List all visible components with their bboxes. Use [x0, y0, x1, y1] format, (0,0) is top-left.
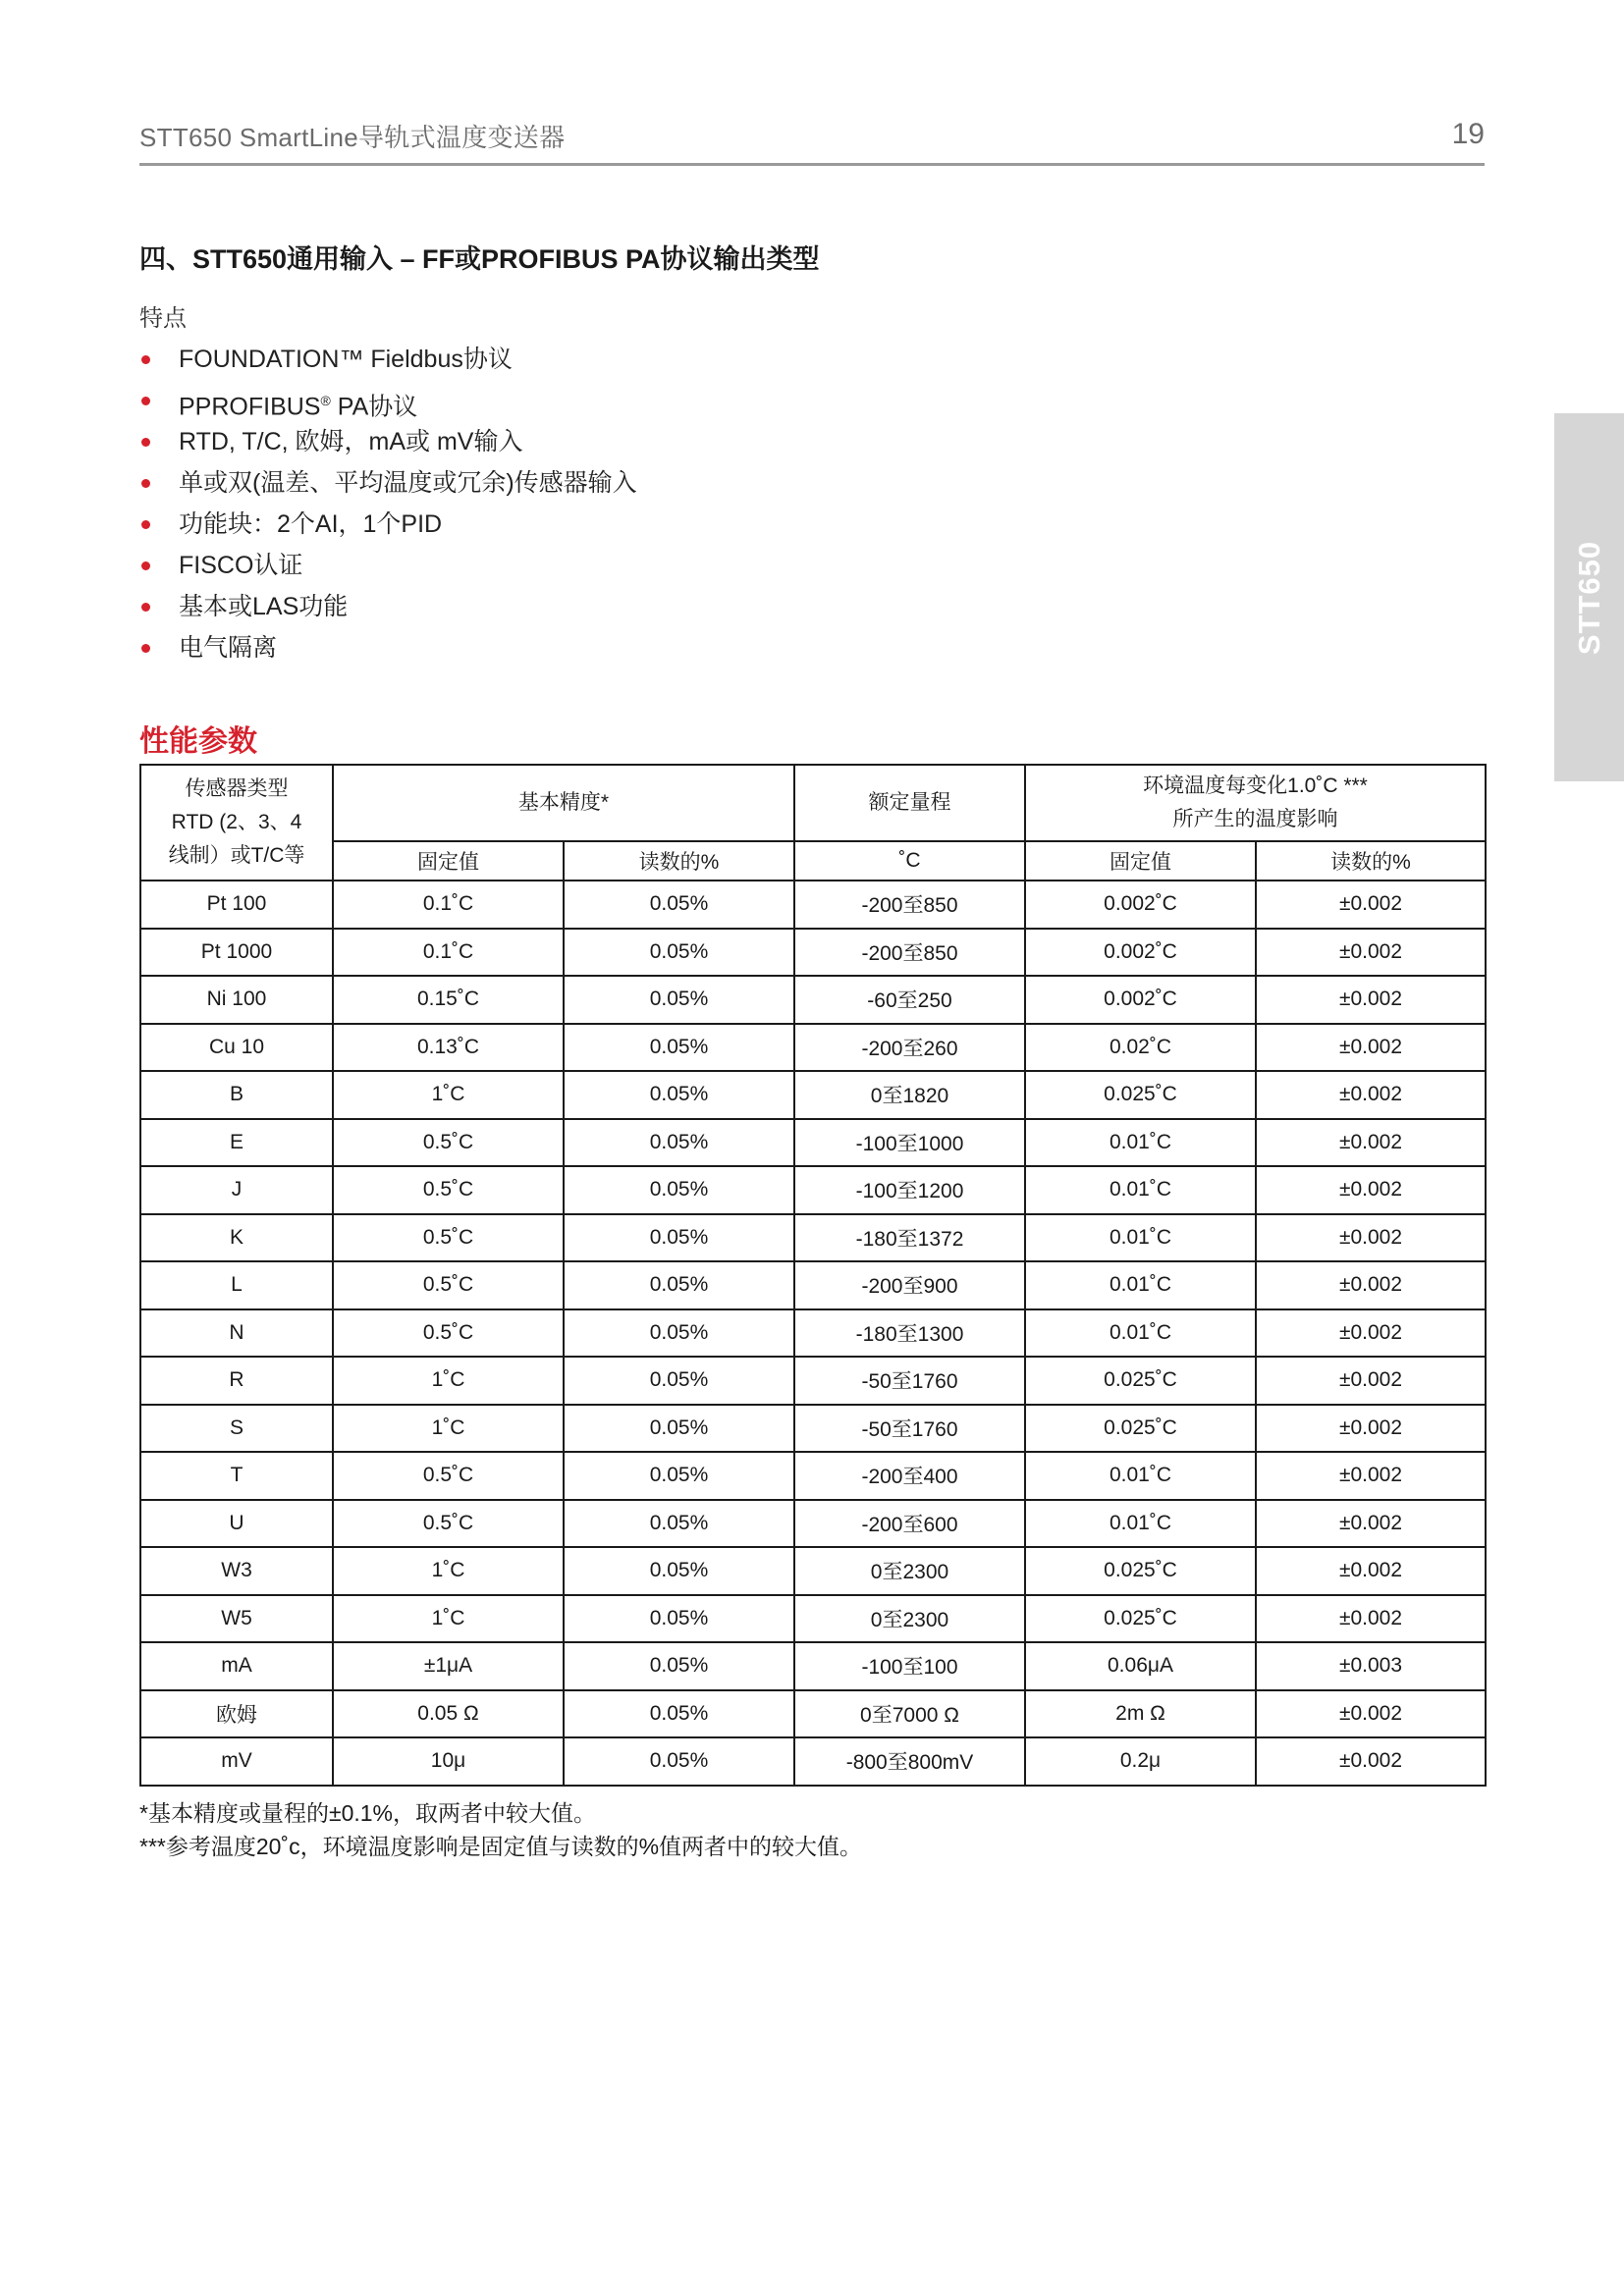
feature-item — [139, 424, 637, 465]
cell-ambient-percent: ±0.002 — [1256, 1357, 1486, 1405]
cell-range: -200至260 — [794, 1024, 1025, 1072]
cell-sensor: Pt 1000 — [140, 929, 333, 977]
cell-accuracy-fixed: 0.5˚C — [333, 1166, 564, 1214]
cell-ambient-fixed: 0.01˚C — [1025, 1119, 1256, 1167]
table-row — [140, 1261, 1486, 1309]
feature-item — [139, 548, 637, 589]
cell-range: -200至600 — [794, 1500, 1025, 1548]
subheader-fixed-value: 固定值 — [333, 841, 564, 881]
cell-ambient-fixed: 0.025˚C — [1025, 1595, 1256, 1643]
footnote-ambient: ***参考温度20˚c，环境温度影响是固定值与读数的%值两者中的较大值。 — [139, 1834, 863, 1859]
side-tab-label: STT650 — [1571, 540, 1606, 655]
table-row — [140, 1357, 1486, 1405]
cell-accuracy-percent: 0.05% — [564, 1119, 794, 1167]
cell-accuracy-fixed: 0.5˚C — [333, 1214, 564, 1262]
bullet-icon — [141, 520, 150, 529]
table-row — [140, 1119, 1486, 1167]
cell-range: 0至1820 — [794, 1071, 1025, 1119]
feature-item — [139, 465, 637, 507]
feature-text: 基本或LAS功能 — [179, 593, 349, 620]
table-row — [140, 1595, 1486, 1643]
table-row — [140, 1309, 1486, 1358]
cell-accuracy-percent: 0.05% — [564, 1737, 794, 1786]
cell-ambient-percent: ±0.002 — [1256, 1405, 1486, 1453]
cell-range: -180至1300 — [794, 1309, 1025, 1358]
feature-text: FOUNDATION™ Fieldbus协议 — [179, 346, 513, 373]
cell-accuracy-percent: 0.05% — [564, 1024, 794, 1072]
bullet-icon — [141, 603, 150, 612]
cell-sensor: mV — [140, 1737, 333, 1786]
cell-sensor: mA — [140, 1642, 333, 1690]
cell-ambient-fixed: 0.01˚C — [1025, 1166, 1256, 1214]
cell-accuracy-percent: 0.05% — [564, 976, 794, 1024]
table-row — [140, 1737, 1486, 1786]
feature-text: 功能块：2个AI，1个PID — [179, 510, 443, 538]
cell-sensor: B — [140, 1071, 333, 1119]
registered-mark: ® — [320, 393, 331, 408]
cell-sensor: R — [140, 1357, 333, 1405]
col-header-basic-accuracy: 基本精度* — [333, 765, 794, 841]
cell-ambient-percent: ±0.002 — [1256, 1737, 1486, 1786]
feature-text: FISCO认证 — [179, 552, 303, 579]
cell-ambient-fixed: 0.025˚C — [1025, 1071, 1256, 1119]
cell-accuracy-percent: 0.05% — [564, 1642, 794, 1690]
bullet-icon — [141, 644, 150, 653]
cell-sensor: 欧姆 — [140, 1690, 333, 1738]
cell-range: 0至2300 — [794, 1595, 1025, 1643]
cell-range: -180至1372 — [794, 1214, 1025, 1262]
cell-accuracy-percent: 0.05% — [564, 1357, 794, 1405]
cell-accuracy-fixed: ±1μA — [333, 1642, 564, 1690]
cell-sensor: L — [140, 1261, 333, 1309]
col-header-sensor-type: 传感器类型 RTD (2、3、4 线制）或T/C等 — [140, 765, 333, 881]
table-row — [140, 1642, 1486, 1690]
header-divider — [139, 163, 1485, 166]
table-row — [140, 1166, 1486, 1214]
cell-accuracy-fixed: 0.1˚C — [333, 881, 564, 929]
cell-ambient-fixed: 2m Ω — [1025, 1690, 1256, 1738]
cell-accuracy-percent: 0.05% — [564, 1595, 794, 1643]
cell-range: -200至850 — [794, 881, 1025, 929]
cell-accuracy-percent: 0.05% — [564, 1452, 794, 1500]
cell-accuracy-fixed: 1˚C — [333, 1071, 564, 1119]
performance-table — [139, 764, 1487, 1787]
cell-sensor: K — [140, 1214, 333, 1262]
cell-accuracy-fixed: 10μ — [333, 1737, 564, 1786]
features-label: 特点 — [139, 305, 187, 332]
footnote-accuracy: *基本精度或量程的±0.1%，取两者中较大值。 — [139, 1800, 596, 1826]
cell-sensor: S — [140, 1405, 333, 1453]
cell-ambient-percent: ±0.002 — [1256, 1071, 1486, 1119]
cell-range: -100至100 — [794, 1642, 1025, 1690]
cell-sensor: N — [140, 1309, 333, 1358]
cell-sensor: E — [140, 1119, 333, 1167]
cell-sensor: Pt 100 — [140, 881, 333, 929]
cell-accuracy-percent: 0.05% — [564, 881, 794, 929]
cell-range: -50至1760 — [794, 1357, 1025, 1405]
bullet-icon — [141, 561, 150, 570]
cell-ambient-fixed: 0.01˚C — [1025, 1452, 1256, 1500]
cell-ambient-fixed: 0.06μA — [1025, 1642, 1256, 1690]
cell-accuracy-percent: 0.05% — [564, 1547, 794, 1595]
cell-accuracy-fixed: 0.1˚C — [333, 929, 564, 977]
cell-ambient-percent: ±0.002 — [1256, 1214, 1486, 1262]
cell-accuracy-percent: 0.05% — [564, 1214, 794, 1262]
col-header-rated-range: 额定量程 — [794, 765, 1025, 841]
cell-ambient-fixed: 0.002˚C — [1025, 976, 1256, 1024]
cell-ambient-fixed: 0.025˚C — [1025, 1405, 1256, 1453]
feature-text: RTD, T/C, 欧姆，mA或 mV输入 — [179, 428, 523, 455]
cell-ambient-percent: ±0.002 — [1256, 1500, 1486, 1548]
table-row — [140, 1024, 1486, 1072]
cell-ambient-percent: ±0.002 — [1256, 1452, 1486, 1500]
cell-ambient-fixed: 0.025˚C — [1025, 1547, 1256, 1595]
cell-accuracy-percent: 0.05% — [564, 1166, 794, 1214]
cell-ambient-percent: ±0.002 — [1256, 1261, 1486, 1309]
subheader-percent-reading: 读数的% — [564, 841, 794, 881]
cell-range: -200至850 — [794, 929, 1025, 977]
cell-accuracy-percent: 0.05% — [564, 1261, 794, 1309]
cell-sensor: W3 — [140, 1547, 333, 1595]
cell-sensor: W5 — [140, 1595, 333, 1643]
cell-ambient-percent: ±0.002 — [1256, 929, 1486, 977]
feature-item — [139, 383, 637, 424]
cell-accuracy-percent: 0.05% — [564, 1405, 794, 1453]
cell-accuracy-percent: 0.05% — [564, 1690, 794, 1738]
table-row — [140, 929, 1486, 977]
cell-accuracy-fixed: 0.15˚C — [333, 976, 564, 1024]
cell-accuracy-fixed: 1˚C — [333, 1547, 564, 1595]
cell-sensor: U — [140, 1500, 333, 1548]
cell-ambient-percent: ±0.002 — [1256, 1166, 1486, 1214]
cell-accuracy-fixed: 0.5˚C — [333, 1309, 564, 1358]
table-subheader-row — [140, 841, 1486, 881]
cell-ambient-fixed: 0.025˚C — [1025, 1357, 1256, 1405]
cell-range: -100至1000 — [794, 1119, 1025, 1167]
cell-ambient-percent: ±0.002 — [1256, 1309, 1486, 1358]
bullet-icon — [141, 355, 150, 364]
cell-sensor: Cu 10 — [140, 1024, 333, 1072]
table-row — [140, 1405, 1486, 1453]
cell-range: -50至1760 — [794, 1405, 1025, 1453]
footnotes — [139, 1796, 862, 1863]
cell-ambient-fixed: 0.002˚C — [1025, 881, 1256, 929]
cell-ambient-fixed: 0.01˚C — [1025, 1214, 1256, 1262]
cell-range: -200至400 — [794, 1452, 1025, 1500]
cell-ambient-fixed: 0.01˚C — [1025, 1500, 1256, 1548]
table-row — [140, 1547, 1486, 1595]
cell-ambient-fixed: 0.01˚C — [1025, 1309, 1256, 1358]
cell-accuracy-fixed: 0.5˚C — [333, 1452, 564, 1500]
cell-ambient-percent: ±0.002 — [1256, 1547, 1486, 1595]
cell-accuracy-fixed: 0.5˚C — [333, 1500, 564, 1548]
side-section-tab — [1554, 413, 1624, 781]
feature-text: 单或双(温差、平均温度或冗余)传感器输入 — [179, 469, 637, 497]
feature-text: PA协议 — [330, 393, 418, 421]
cell-ambient-fixed: 0.002˚C — [1025, 929, 1256, 977]
cell-ambient-percent: ±0.002 — [1256, 1024, 1486, 1072]
cell-accuracy-fixed: 1˚C — [333, 1357, 564, 1405]
subheader-percent-reading-2: 读数的% — [1256, 841, 1486, 881]
feature-item — [139, 342, 637, 383]
feature-item — [139, 507, 637, 548]
running-header-title: STT650 SmartLine导轨式温度变送器 — [139, 123, 566, 152]
cell-ambient-fixed: 0.01˚C — [1025, 1261, 1256, 1309]
page-number: 19 — [1451, 118, 1485, 150]
table-row — [140, 976, 1486, 1024]
feature-text: 电气隔离 — [179, 634, 278, 662]
cell-ambient-fixed: 0.02˚C — [1025, 1024, 1256, 1072]
performance-heading: 性能参数 — [139, 725, 257, 758]
cell-ambient-fixed: 0.2μ — [1025, 1737, 1256, 1786]
cell-accuracy-fixed: 1˚C — [333, 1595, 564, 1643]
col-header-ambient-effect: 环境温度每变化1.0˚C *** 所产生的温度影响 — [1025, 765, 1486, 841]
cell-sensor: T — [140, 1452, 333, 1500]
section-heading: 四、STT650通用输入 – FF或PROFIBUS PA协议输出类型 — [139, 244, 820, 274]
cell-ambient-percent: ±0.002 — [1256, 1119, 1486, 1167]
cell-sensor: J — [140, 1166, 333, 1214]
cell-accuracy-fixed: 0.5˚C — [333, 1261, 564, 1309]
cell-range: 0至7000 Ω — [794, 1690, 1025, 1738]
cell-accuracy-percent: 0.05% — [564, 1071, 794, 1119]
cell-accuracy-percent: 0.05% — [564, 929, 794, 977]
cell-ambient-percent: ±0.003 — [1256, 1642, 1486, 1690]
cell-accuracy-fixed: 1˚C — [333, 1405, 564, 1453]
cell-range: -200至900 — [794, 1261, 1025, 1309]
performance-table-body — [140, 881, 1486, 1786]
cell-accuracy-percent: 0.05% — [564, 1500, 794, 1548]
cell-accuracy-fixed: 0.13˚C — [333, 1024, 564, 1072]
feature-list — [139, 342, 637, 671]
table-row — [140, 1690, 1486, 1738]
bullet-icon — [141, 479, 150, 488]
subheader-unit: ˚C — [794, 841, 1025, 881]
cell-range: -60至250 — [794, 976, 1025, 1024]
table-row — [140, 881, 1486, 929]
table-row — [140, 1071, 1486, 1119]
cell-accuracy-fixed: 0.5˚C — [333, 1119, 564, 1167]
cell-ambient-percent: ±0.002 — [1256, 976, 1486, 1024]
cell-ambient-percent: ±0.002 — [1256, 1690, 1486, 1738]
feature-item — [139, 630, 637, 671]
cell-range: -800至800mV — [794, 1737, 1025, 1786]
table-row — [140, 1500, 1486, 1548]
feature-text: PPROFIBUS — [179, 393, 321, 421]
table-row — [140, 1214, 1486, 1262]
cell-accuracy-fixed: 0.05 Ω — [333, 1690, 564, 1738]
feature-item — [139, 589, 637, 630]
cell-range: -100至1200 — [794, 1166, 1025, 1214]
bullet-icon — [141, 438, 150, 447]
table-row — [140, 1452, 1486, 1500]
cell-ambient-percent: ±0.002 — [1256, 1595, 1486, 1643]
cell-range: 0至2300 — [794, 1547, 1025, 1595]
cell-sensor: Ni 100 — [140, 976, 333, 1024]
bullet-icon — [141, 397, 150, 405]
subheader-fixed-value-2: 固定值 — [1025, 841, 1256, 881]
table-header-row — [140, 765, 1486, 841]
cell-ambient-percent: ±0.002 — [1256, 881, 1486, 929]
cell-accuracy-percent: 0.05% — [564, 1309, 794, 1358]
